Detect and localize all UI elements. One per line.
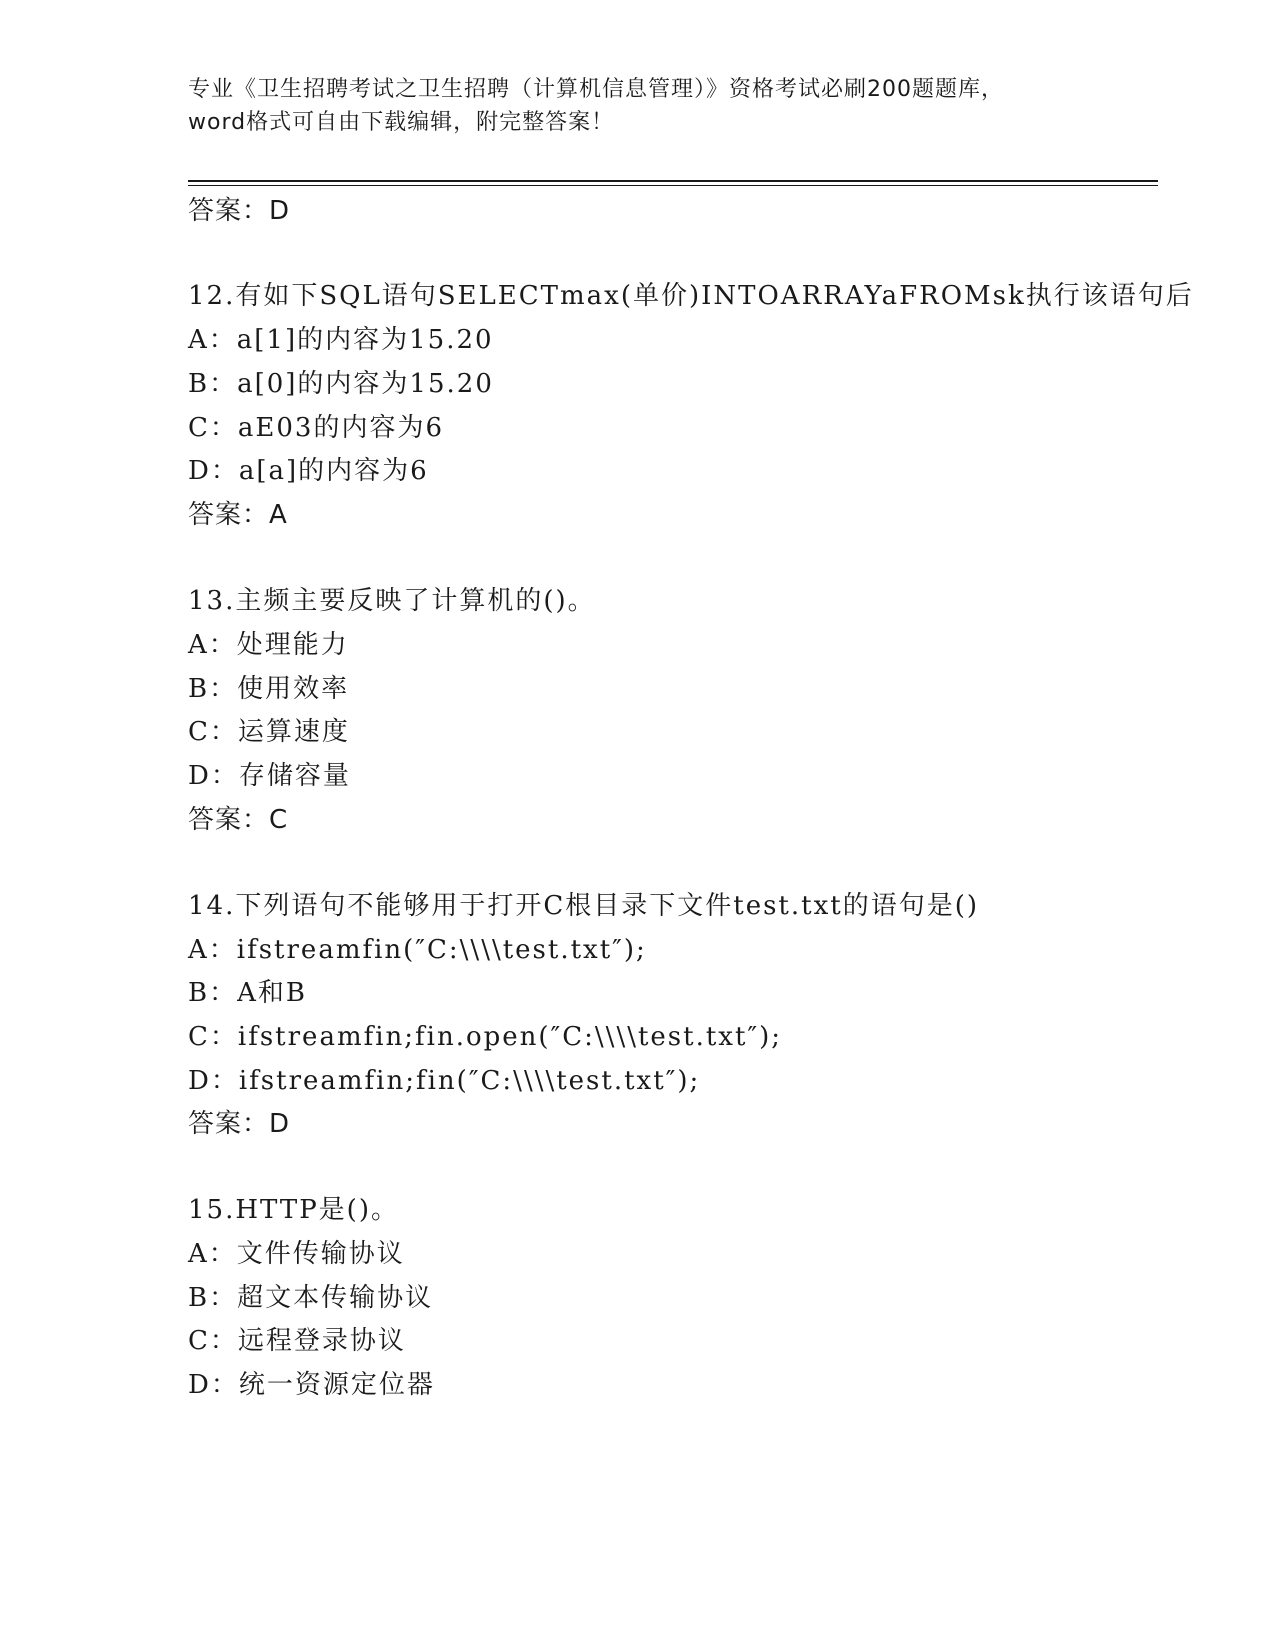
question-15-option-d: D：统一资源定位器 [188, 1370, 435, 1400]
question-15-option-c: C：远程登录协议 [188, 1326, 406, 1356]
question-14-option-b: B：A和B [188, 978, 307, 1008]
header-divider-thick [188, 180, 1158, 182]
question-13-answer: 答案：C [188, 805, 289, 835]
question-14-option-d: D：ifstreamfin;fin(″C:\\\\test.txt″); [188, 1066, 701, 1096]
question-12-answer: 答案：A [188, 500, 288, 530]
header-line-2: word格式可自由下载编辑，附完整答案！ [188, 110, 615, 135]
question-14-answer: 答案：D [188, 1109, 291, 1139]
header-divider-thin [188, 185, 1158, 186]
question-12-option-d: D：a[a]的内容为6 [188, 456, 429, 486]
question-13-option-d: D：存储容量 [188, 761, 351, 791]
question-14-text: 14.下列语句不能够用于打开C根目录下文件test.txt的语句是() [188, 891, 979, 921]
question-12-option-b: B：a[0]的内容为15.20 [188, 369, 494, 399]
question-14-option-a: A：ifstreamfin(″C:\\\\test.txt″); [188, 935, 647, 965]
question-12-text: 12.有如下SQL语句SELECTmax(单价)INTOARRAYaFROMsk执行该语句后 [188, 281, 1194, 311]
question-15-option-b: B：超文本传输协议 [188, 1283, 434, 1313]
question-13-text: 13.主频主要反映了计算机的()。 [188, 586, 596, 616]
question-15-text: 15.HTTP是()。 [188, 1195, 399, 1225]
document-header [188, 73, 1088, 139]
question-12-option-a: A：a[1]的内容为15.20 [188, 325, 494, 355]
question-14-option-c: C：ifstreamfin;fin.open(″C:\\\\test.txt″); [188, 1022, 783, 1052]
question-13-option-b: B：使用效率 [188, 674, 350, 704]
question-13-option-c: C：运算速度 [188, 717, 350, 747]
previous-answer: 答案：D [188, 196, 291, 226]
question-15-option-a: A：文件传输协议 [188, 1239, 405, 1269]
header-line-1: 专业《卫生招聘考试之卫生招聘（计算机信息管理）》资格考试必刷200题题库， [188, 77, 1004, 102]
question-13-option-a: A：处理能力 [188, 630, 349, 660]
question-12-option-c: C：aE03的内容为6 [188, 413, 445, 443]
